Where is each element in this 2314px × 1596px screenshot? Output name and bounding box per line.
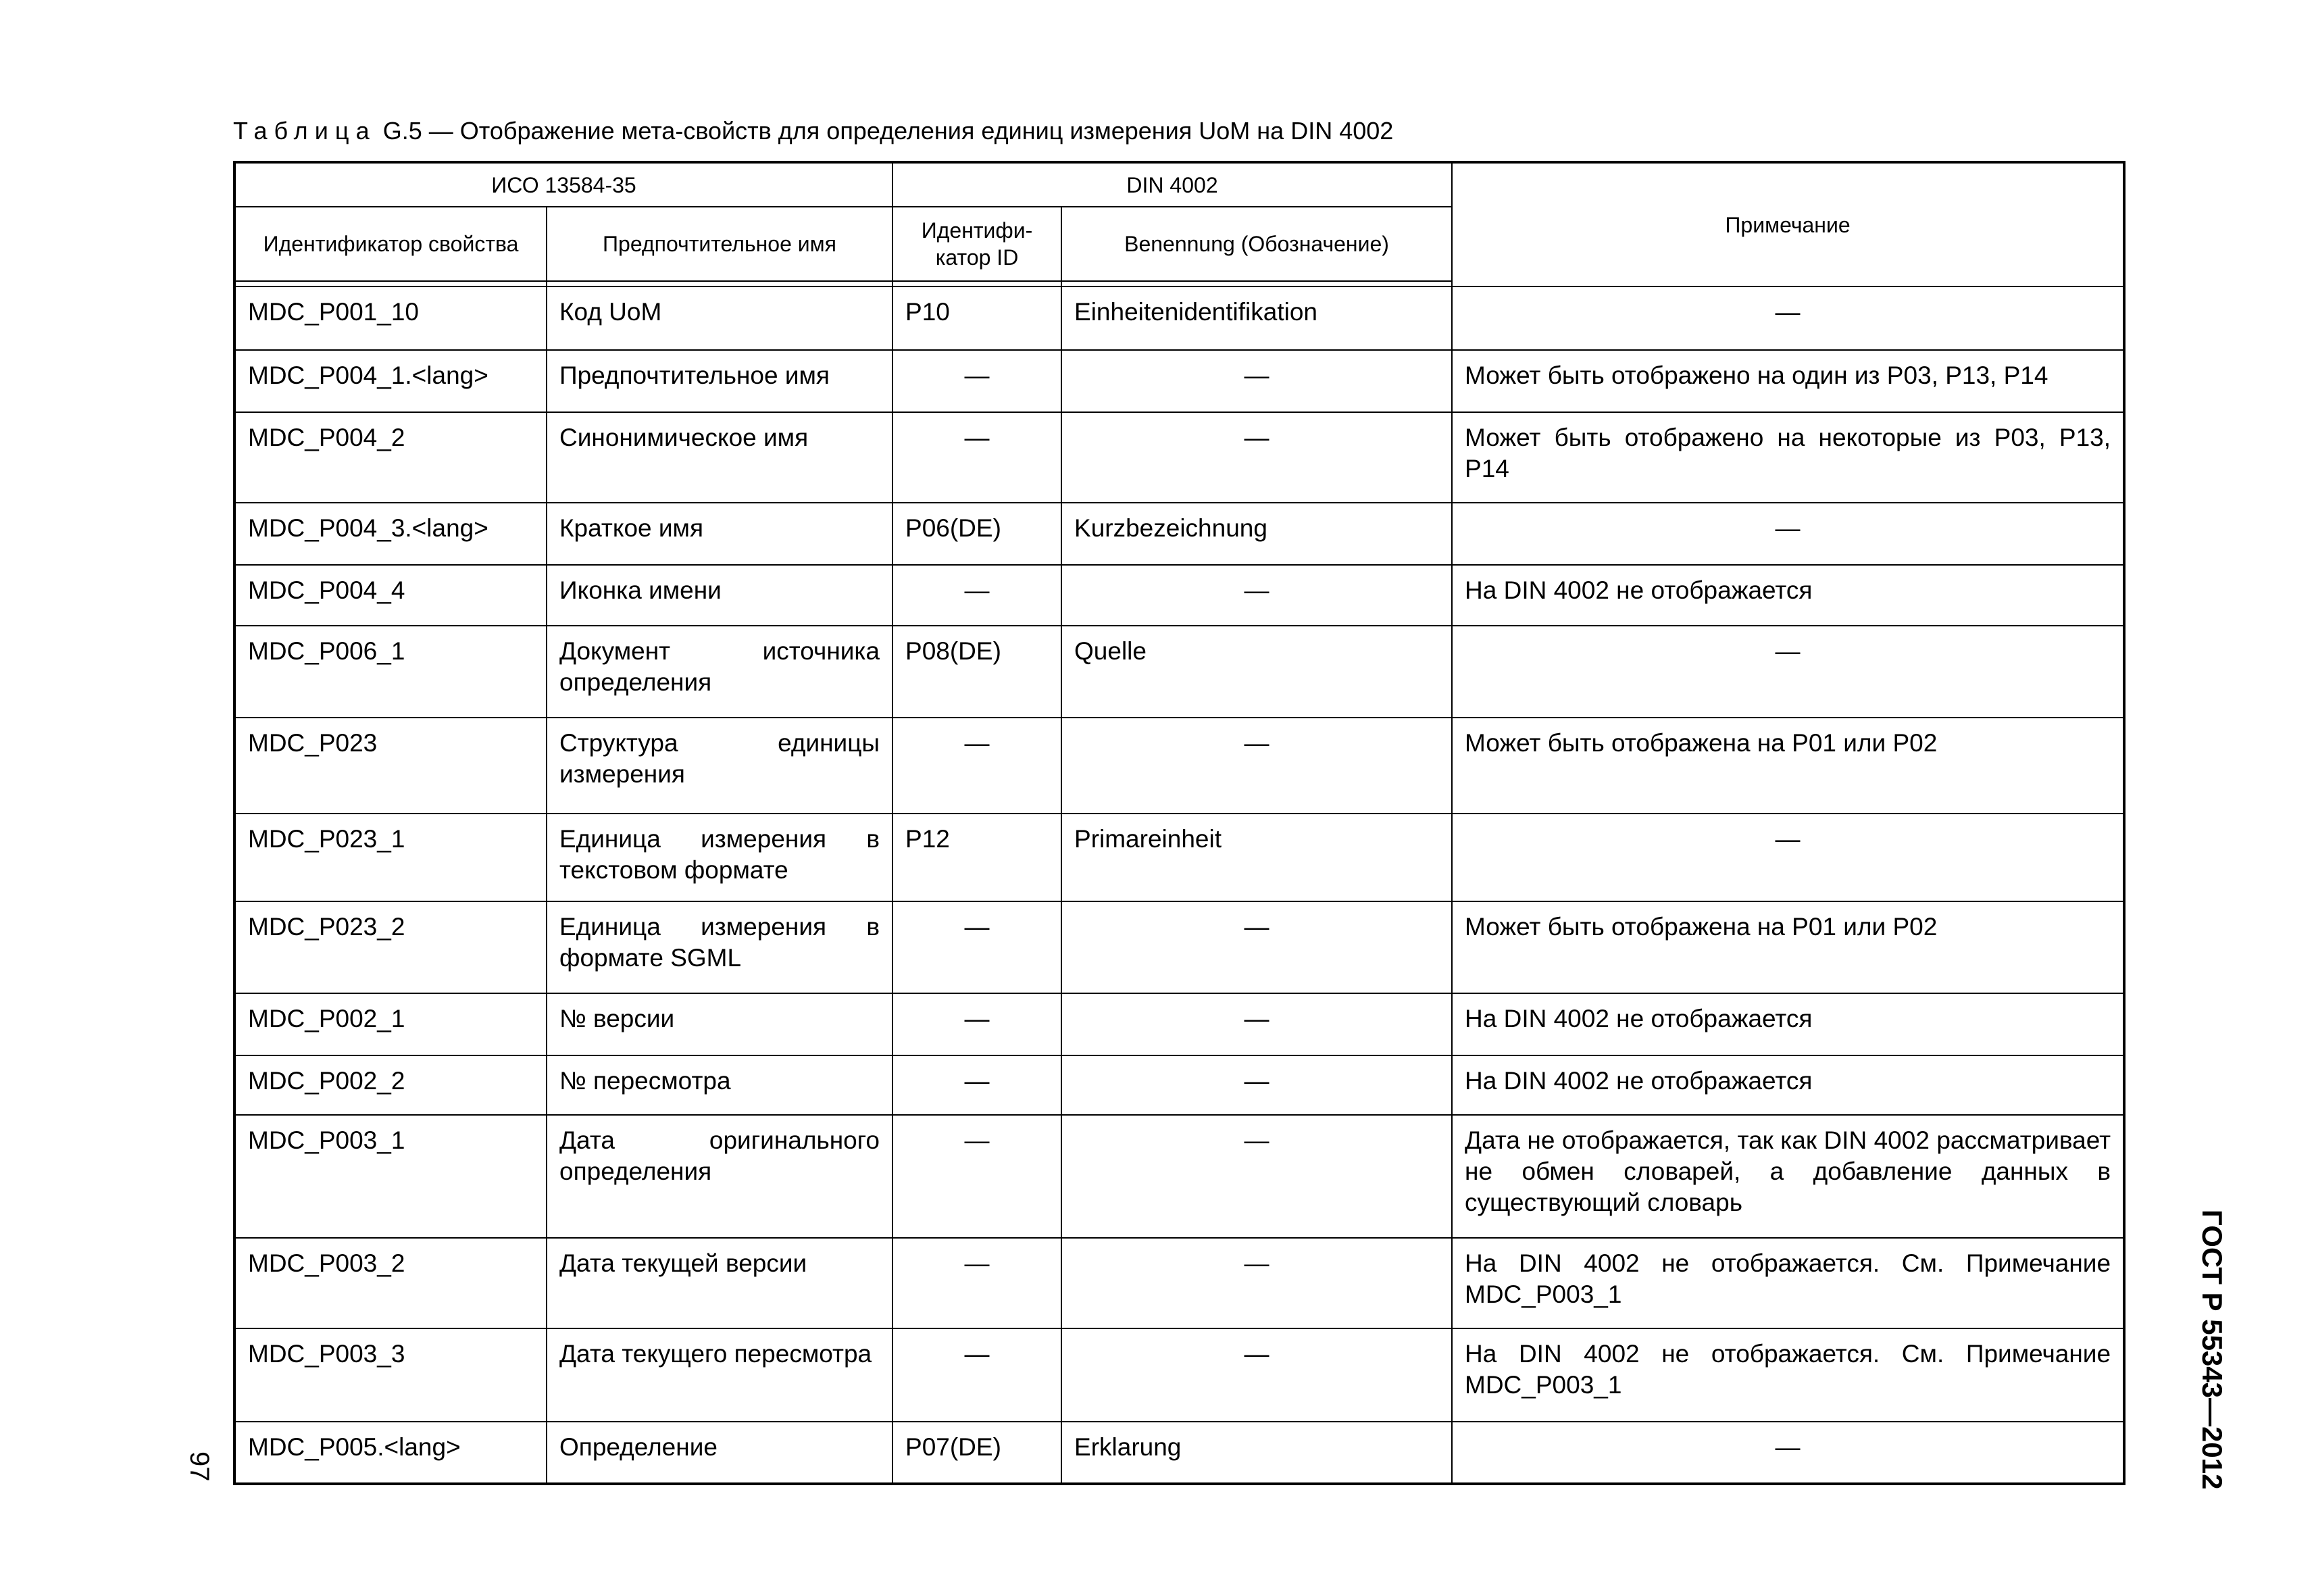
row-din-id: —: [892, 718, 1061, 814]
subheader-property-id: Идентификатор свойства: [234, 207, 547, 281]
row-din-id: P10: [892, 286, 1061, 350]
side-standard-code: ГОСТ Р 55343—2012: [2196, 1210, 2228, 1490]
caption-text: G.5 — Отображение мета-свойств для определения единиц измерения UoM на DIN 4002: [382, 117, 1394, 145]
page-number: 97: [184, 1451, 214, 1482]
row-benennung: —: [1061, 1055, 1452, 1115]
row-id: MDC_P005.<lang>: [234, 1422, 547, 1484]
row-name: Структура единицы измерения: [547, 718, 892, 814]
header-din: DIN 4002: [892, 162, 1452, 207]
row-benennung: Primareinheit: [1061, 814, 1452, 901]
row-benennung: —: [1061, 412, 1452, 503]
row-note: —: [1452, 626, 2124, 718]
row-note: Дата не отображается, так как DIN 4002 рассматривает не обмен словарей, а добавление данных в существующий словарь: [1452, 1115, 2124, 1238]
row-benennung: Einheitenidentifikation: [1061, 286, 1452, 350]
table-row: [234, 1422, 2124, 1484]
row-note: —: [1452, 286, 2124, 350]
table-row: [234, 814, 2124, 901]
row-din-id: P12: [892, 814, 1061, 901]
row-note: —: [1452, 814, 2124, 901]
row-note: Может быть отображена на P01 или P02: [1452, 718, 2124, 814]
row-id: MDC_P006_1: [234, 626, 547, 718]
table-row: [234, 286, 2124, 350]
row-id: MDC_P002_1: [234, 993, 547, 1055]
row-name: Код UoM: [547, 286, 892, 350]
table-row: [234, 901, 2124, 993]
row-benennung: —: [1061, 718, 1452, 814]
row-din-id: —: [892, 1115, 1061, 1238]
row-benennung: —: [1061, 993, 1452, 1055]
row-name: Дата текущего пересмотра: [547, 1328, 892, 1422]
row-din-id: P07(DE): [892, 1422, 1061, 1484]
table-row: [234, 350, 2124, 412]
table-row: [234, 412, 2124, 503]
row-id: MDC_P004_1.<lang>: [234, 350, 547, 412]
row-din-id: P08(DE): [892, 626, 1061, 718]
row-note: —: [1452, 503, 2124, 565]
table-row: [234, 993, 2124, 1055]
table-row: [234, 1238, 2124, 1328]
row-note: На DIN 4002 не отображается. См. Примечание MDC_P003_1: [1452, 1238, 2124, 1328]
row-name: Единица измерения в текстовом формате: [547, 814, 892, 901]
row-name: № пересмотра: [547, 1055, 892, 1115]
row-din-id: —: [892, 1055, 1061, 1115]
row-benennung: —: [1061, 350, 1452, 412]
table-row: [234, 503, 2124, 565]
subheader-id: Идентифи-катор ID: [892, 207, 1061, 281]
subheader-preferred-name: Предпочтительное имя: [547, 207, 892, 281]
row-id: MDC_P002_2: [234, 1055, 547, 1115]
subheader-benennung: Benennung (Обозначение): [1061, 207, 1452, 281]
row-note: На DIN 4002 не отображается: [1452, 993, 2124, 1055]
row-din-id: —: [892, 1328, 1061, 1422]
row-note: На DIN 4002 не отображается: [1452, 565, 2124, 626]
row-name: Дата оригинального определения: [547, 1115, 892, 1238]
header-iso: ИСО 13584-35: [234, 162, 892, 207]
table-row: [234, 1328, 2124, 1422]
row-note: Может быть отображена на P01 или P02: [1452, 901, 2124, 993]
table-caption: [233, 116, 1393, 146]
row-name: Определение: [547, 1422, 892, 1484]
row-id: MDC_P004_2: [234, 412, 547, 503]
table-body: [234, 286, 2124, 1484]
row-name: Предпочтительное имя: [547, 350, 892, 412]
row-din-id: —: [892, 412, 1061, 503]
row-din-id: —: [892, 901, 1061, 993]
row-benennung: Erklarung: [1061, 1422, 1452, 1484]
row-name: № версии: [547, 993, 892, 1055]
row-name: Иконка имени: [547, 565, 892, 626]
row-note: На DIN 4002 не отображается: [1452, 1055, 2124, 1115]
row-din-id: —: [892, 350, 1061, 412]
row-benennung: Quelle: [1061, 626, 1452, 718]
table-row: [234, 718, 2124, 814]
row-note: На DIN 4002 не отображается. См. Примечание MDC_P003_1: [1452, 1328, 2124, 1422]
table-row: [234, 1055, 2124, 1115]
row-note: —: [1452, 1422, 2124, 1484]
row-benennung: —: [1061, 565, 1452, 626]
row-name: Дата текущей версии: [547, 1238, 892, 1328]
row-name: Документ источника определения: [547, 626, 892, 718]
row-din-id: —: [892, 565, 1061, 626]
row-id: MDC_P023_1: [234, 814, 547, 901]
row-id: MDC_P003_3: [234, 1328, 547, 1422]
row-benennung: —: [1061, 1238, 1452, 1328]
row-id: MDC_P023_2: [234, 901, 547, 993]
table-row: [234, 1115, 2124, 1238]
row-id: MDC_P023: [234, 718, 547, 814]
row-name: Синонимическое имя: [547, 412, 892, 503]
row-id: MDC_P003_2: [234, 1238, 547, 1328]
row-benennung: —: [1061, 901, 1452, 993]
row-din-id: —: [892, 993, 1061, 1055]
row-benennung: Kurzbezeichnung: [1061, 503, 1452, 565]
row-name: Единица измерения в формате SGML: [547, 901, 892, 993]
mapping-table: [233, 161, 2126, 1485]
row-benennung: —: [1061, 1115, 1452, 1238]
row-din-id: —: [892, 1238, 1061, 1328]
row-name: Краткое имя: [547, 503, 892, 565]
row-id: MDC_P004_3.<lang>: [234, 503, 547, 565]
table-row: [234, 565, 2124, 626]
row-din-id: P06(DE): [892, 503, 1061, 565]
row-note: Может быть отображено на некоторые из P03, P13, P14: [1452, 412, 2124, 503]
row-id: MDC_P001_10: [234, 286, 547, 350]
table-row: [234, 626, 2124, 718]
row-benennung: —: [1061, 1328, 1452, 1422]
header-note: Примечание: [1452, 162, 2124, 286]
caption-label: Таблица: [233, 117, 376, 145]
row-id: MDC_P003_1: [234, 1115, 547, 1238]
row-note: Может быть отображено на один из P03, P13, P14: [1452, 350, 2124, 412]
row-id: MDC_P004_4: [234, 565, 547, 626]
